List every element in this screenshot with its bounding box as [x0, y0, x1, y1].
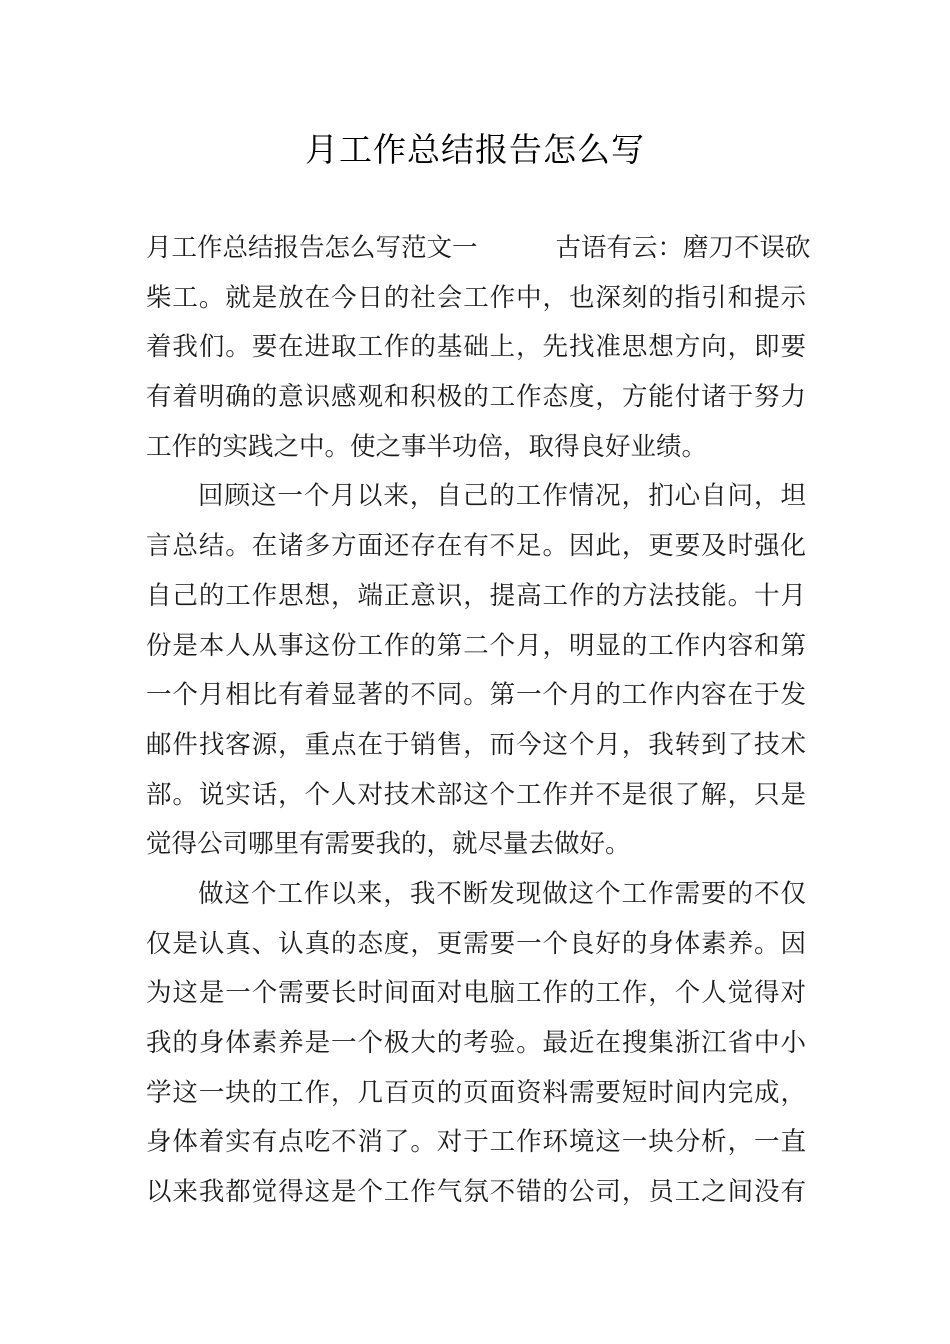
text-line: 邮件找客源，重点在于销售，而今这个月，我转到了技术 — [146, 729, 806, 760]
text-line: 学这一块的工作，几百页的页面资料需要短时间内完成， — [146, 1077, 806, 1108]
subtitle-text: 月工作总结报告怎么写范文一 — [146, 233, 478, 263]
text-line: 自己的工作思想，端正意识，提高工作的方法技能。十月 — [146, 580, 806, 611]
text-line: 觉得公司哪里有需要我的，就尽量去做好。 — [146, 829, 631, 860]
document-title: 月工作总结报告怎么写 — [305, 130, 645, 169]
text-line — [146, 224, 811, 274]
text-segment: 古语有云：磨刀不误砍 — [555, 233, 811, 263]
text-line: 工作的实践之中。使之事半功倍，取得良好业绩。 — [146, 431, 708, 462]
text-line: 有着明确的意识感观和积极的工作态度，方能付诸于努力 — [146, 382, 806, 413]
text-line: 着我们。要在进取工作的基础上，先找准思想方向，即要 — [146, 332, 806, 363]
document-body — [146, 224, 811, 1218]
text-line: 一个月相比有着显著的不同。第一个月的工作内容在于发 — [146, 680, 806, 711]
text-line: 以来我都觉得这是个工作气氛不错的公司，员工之间没有 — [146, 1177, 806, 1208]
text-line: 柴工。就是放在今日的社会工作中，也深刻的指引和提示 — [146, 282, 806, 313]
text-line: 身体着实有点吃不消了。对于工作环境这一块分析，一直 — [146, 1127, 806, 1158]
text-line: 为这是一个需要长时间面对电脑工作的工作，个人觉得对 — [146, 978, 806, 1009]
text-line: 仅是认真、认真的态度，更需要一个良好的身体素养。因 — [146, 928, 806, 959]
text-line: 做这个工作以来，我不断发现做这个工作需要的不仅 — [198, 878, 806, 909]
text-line: 部。说实话，个人对技术部这个工作并不是很了解，只是 — [146, 779, 806, 810]
text-line: 我的身体素养是一个极大的考验。最近在搜集浙江省中小 — [146, 1028, 806, 1058]
text-line: 份是本人从事这份工作的第二个月，明显的工作内容和第 — [146, 630, 806, 661]
text-line: 回顾这一个月以来，自己的工作情况，扪心自问，坦 — [198, 481, 806, 512]
text-line: 言总结。在诸多方面还存在有不足。因此，更要及时强化 — [146, 531, 806, 562]
